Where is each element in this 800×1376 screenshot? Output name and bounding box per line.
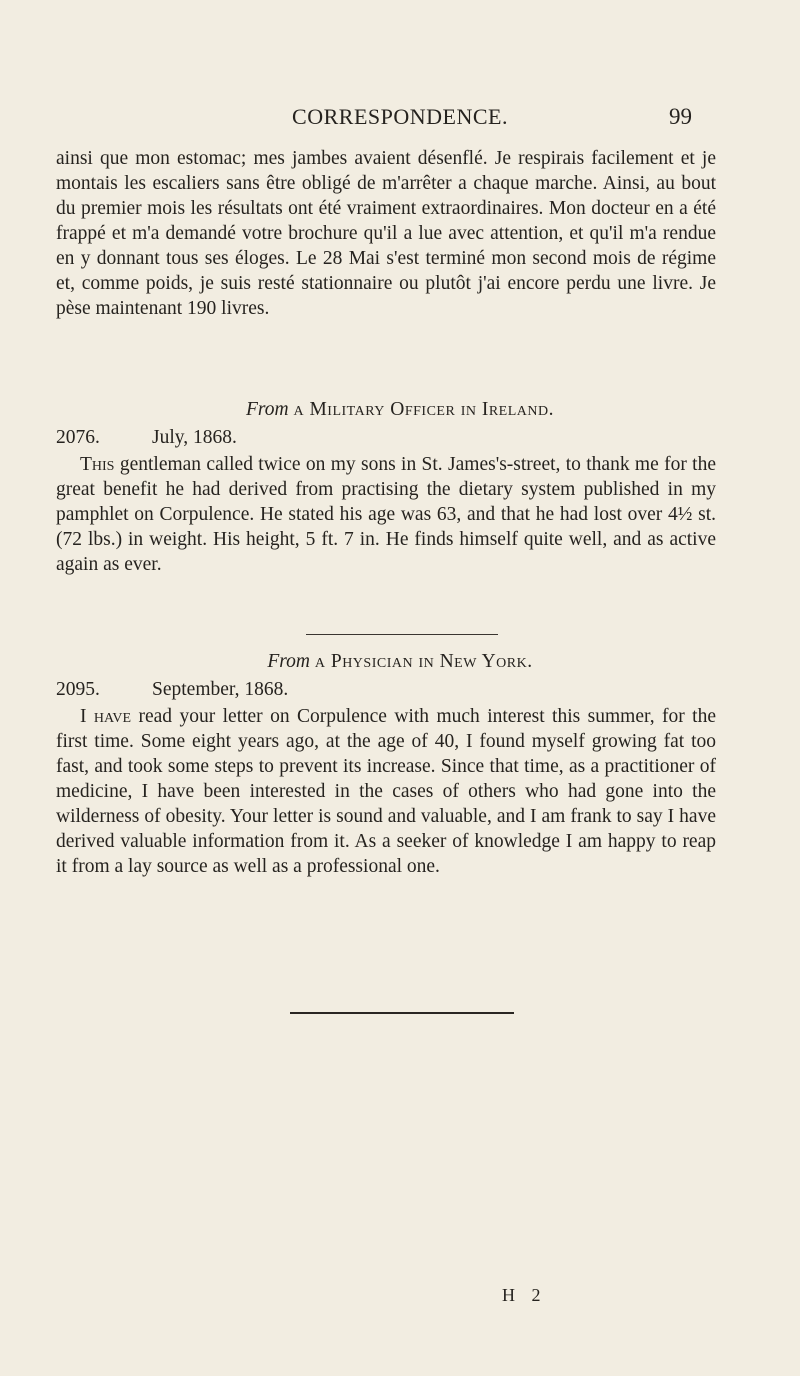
letter-text: gentleman called twice on my sons in St. James's-street, to thank me for the great benefit he had derived from practising the dietary system published in my pamphlet on Corpulence. He stated his age was 63, and that he had lost over 4½ st. (72 lbs.) in weight. His height, 5 ft. 7 in. He finds himself quite well, and as active again as ever. <box>56 454 717 575</box>
letter-body <box>56 704 716 879</box>
letter-heading <box>0 649 800 674</box>
end-rule <box>290 1012 514 1014</box>
letter-meta <box>56 677 288 702</box>
letter-number: 2095. <box>56 679 100 700</box>
letter-lead-words: I have <box>80 706 132 727</box>
page-number: 99 <box>669 104 692 129</box>
signature-mark: H 2 <box>502 1285 547 1305</box>
letter-text: read your letter on Corpulence with much interest this summer, for the first time. Some eight years ago, at the age of 40, I found myself growing fat too fast, and took some steps to prevent its increase. Since that time, as a practitioner of medicine, I have been interested in the cases of others who had gone into the wilderness of obesity. Your letter is sound and valuable, and I am frank to say I have derived valuable information from it. As a seeker of knowledge I am happy to reap it from a lay source as well as a professional one. <box>56 706 717 877</box>
letter-date: July, 1868. <box>152 427 237 448</box>
running-header-title: CORRESPONDENCE. <box>292 104 508 129</box>
letter-meta <box>56 425 237 450</box>
letter-heading-source: a Physician in New York. <box>314 651 533 672</box>
letter-heading-prefix: From <box>246 399 289 420</box>
letter-heading <box>0 397 800 422</box>
letter-lead-words: This <box>80 454 115 475</box>
section-divider <box>306 634 498 635</box>
letter-date: September, 1868. <box>152 679 289 700</box>
letter-heading-source: a Military Officer in Ireland. <box>293 399 554 420</box>
continuation-paragraph: ainsi que mon estomac; mes jambes avaient désenflé. Je respirais facilement et je montais les escaliers sans être obligé de m'arrêter a chaque marche. Ainsi, au bout du premier mois les résultats ont été vraiment extraordinaires. Mon docteur en a été frappé et m'a demandé votre brochure qu'il a lue avec attention, et qu'il m'a rendue en y donnant tous ses éloges. Le 28 Mai s'est terminé mon second mois de régime et, comme poids, je suis resté stationnaire ou plutôt j'ai encore perdu une livre. Je pèse maintenant 190 livres. <box>56 148 716 319</box>
letter-heading-prefix: From <box>267 651 310 672</box>
letter-number: 2076. <box>56 427 100 448</box>
letter-body <box>56 452 716 577</box>
